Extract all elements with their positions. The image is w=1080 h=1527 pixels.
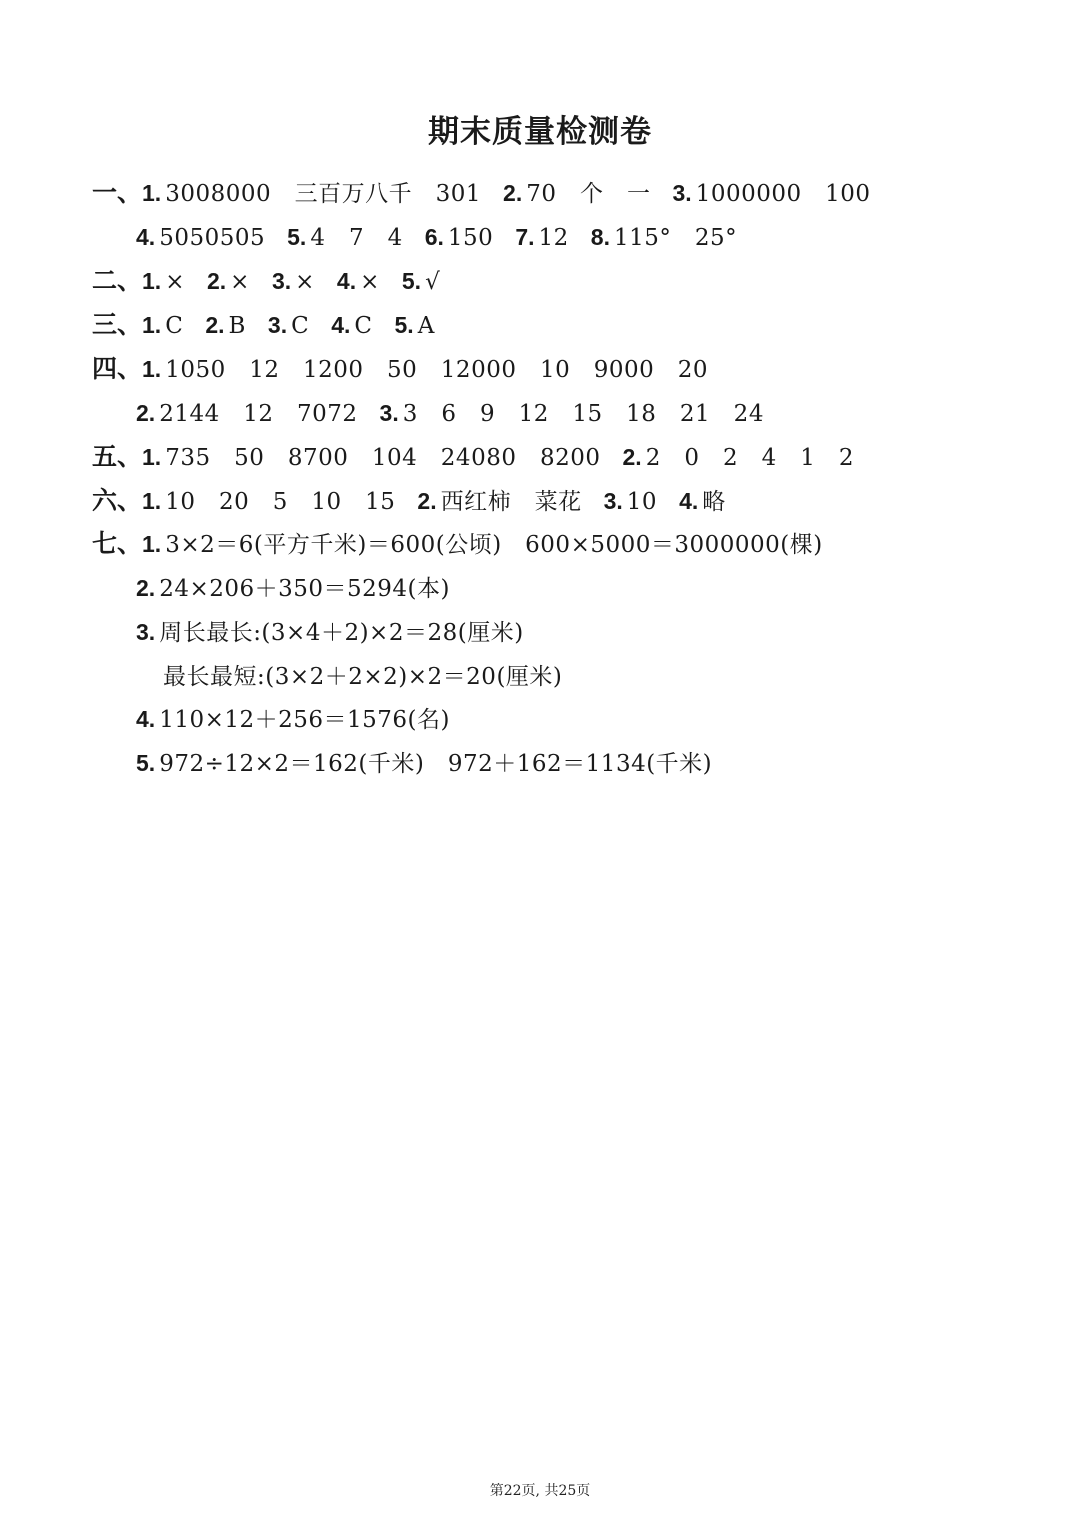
answer-text: 1000000 100 [695, 181, 871, 207]
question-number: 3. [136, 619, 156, 645]
answer-text: 115° 25° [613, 225, 738, 251]
answer-text: 12 [538, 225, 569, 251]
page-title: 期末质量检测卷 [428, 114, 652, 150]
question-number: 2. [136, 575, 156, 601]
answer-text: 70 个 一 [526, 181, 651, 207]
question-number: 2. [206, 268, 227, 294]
section-label: 四、 [92, 354, 143, 383]
question-number: 2. [136, 400, 156, 426]
question-number: 5. [287, 224, 307, 250]
answer-text: 3 6 9 12 15 18 21 24 [402, 401, 764, 427]
question-number: 7. [515, 224, 535, 250]
question-number: 2. [417, 488, 437, 514]
question-number: 3. [603, 488, 623, 514]
question-number: 1. [142, 180, 162, 206]
answer-line [136, 395, 764, 431]
answer-text: 110×12＋256＝1576(名) [159, 707, 451, 733]
question-number: 4. [679, 488, 699, 514]
answer-text: C [165, 313, 184, 339]
section-label: 六、 [92, 486, 143, 515]
answer-text: 4 7 4 [310, 225, 403, 251]
question-number: 2. [205, 312, 225, 338]
question-number: 4. [136, 224, 156, 250]
question-number: 4. [331, 312, 351, 338]
answer-text: 5050505 [159, 225, 266, 251]
answer-text: A [417, 313, 435, 339]
question-number: 2. [622, 444, 642, 470]
answer-line [136, 745, 712, 781]
section-label: 七、 [92, 529, 143, 558]
answer-line [92, 263, 440, 299]
answer-text: 24×206＋350＝5294(本) [159, 576, 451, 602]
answer-line [92, 175, 871, 211]
answer-line [136, 701, 450, 737]
answer-text: × [230, 269, 250, 295]
question-number: 1. [142, 444, 162, 470]
answer-text: 3×2＝6(平方千米)＝600(公顷) 600×5000＝3000000(棵) [165, 532, 823, 558]
question-number: 1. [142, 356, 162, 382]
answer-line [163, 658, 562, 694]
question-number: 2. [503, 180, 523, 206]
question-number: 3. [271, 268, 292, 294]
answer-line [92, 351, 708, 387]
question-number: 5. [394, 312, 414, 338]
answer-text: 西红柿 菜花 [440, 489, 582, 515]
answer-line [92, 439, 854, 475]
answer-text: 略 [702, 489, 726, 515]
answer-text: × [360, 269, 380, 295]
answer-text: 10 [626, 489, 658, 515]
answer-text: C [291, 313, 310, 339]
question-number: 5. [136, 750, 156, 776]
section-label: 一、 [92, 178, 143, 207]
answer-text: 10 20 5 10 15 [165, 489, 396, 515]
answer-text: 1050 12 1200 50 12000 10 9000 20 [165, 357, 709, 383]
question-number: 3. [672, 180, 692, 206]
answer-text: 2 0 2 4 1 2 [645, 445, 855, 471]
answer-line [92, 307, 435, 343]
answer-text: √ [425, 269, 441, 295]
answer-text: B [228, 313, 246, 339]
question-number: 8. [590, 224, 610, 250]
section-label: 二、 [92, 266, 143, 295]
answer-line [136, 570, 450, 606]
answer-line [92, 483, 726, 519]
section-label: 三、 [92, 310, 143, 339]
answer-text: 150 [447, 225, 494, 251]
answer-line [92, 526, 823, 562]
question-number: 1. [142, 268, 162, 294]
answer-text: × [165, 269, 185, 295]
answer-text: 最长最短:(3×2＋2×2)×2＝20(厘米) [163, 664, 563, 690]
answer-line [136, 219, 737, 255]
answer-text: 3008000 三百万八千 301 [165, 181, 482, 207]
question-number: 4. [336, 268, 357, 294]
question-number: 6. [424, 224, 444, 250]
question-number: 3. [267, 312, 288, 338]
answer-text: 972÷12×2＝162(千米) 972＋162＝1134(千米) [159, 751, 713, 777]
answer-text: 周长最长:(3×4＋2)×2＝28(厘米) [159, 620, 524, 646]
answer-text: C [354, 313, 373, 339]
section-label: 五、 [92, 442, 143, 471]
answer-text: 735 50 8700 104 24080 8200 [165, 445, 601, 471]
question-number: 4. [136, 706, 156, 732]
answer-text: × [295, 269, 315, 295]
question-number: 1. [142, 312, 162, 338]
page-footer: 第22页, 共25页 [489, 1483, 591, 1499]
question-number: 1. [142, 531, 162, 557]
question-number: 3. [379, 400, 399, 426]
question-number: 5. [401, 268, 422, 294]
question-number: 1. [142, 488, 162, 514]
answer-text: 2144 12 7072 [159, 401, 358, 427]
answer-line [136, 614, 524, 650]
